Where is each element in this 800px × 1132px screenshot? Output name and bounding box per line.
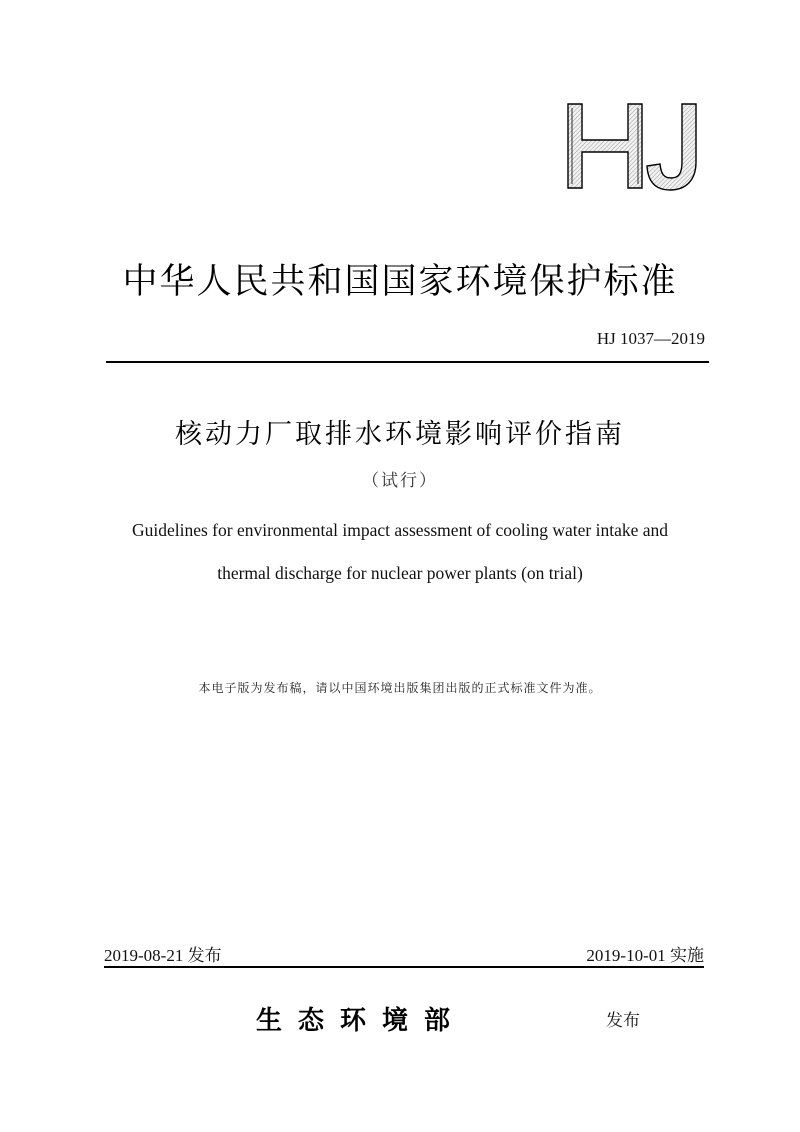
top-divider xyxy=(106,361,709,363)
english-title-line-1: Guidelines for environmental impact assessment of cooling water intake and xyxy=(131,520,669,540)
publish-label: 发布 xyxy=(606,1011,640,1031)
trial-note: （试行） xyxy=(362,471,438,491)
bottom-divider xyxy=(104,966,704,968)
standard-title: 中华人民共和国国家环境保护标准 xyxy=(122,262,678,302)
english-title-line-2: thermal discharge for nuclear power plants (on trial) xyxy=(217,563,583,583)
implementation-date: 2019-10-01 实施 xyxy=(586,946,704,965)
issuing-ministry: 生态环境部 xyxy=(256,1006,467,1036)
document-title: 核动力厂取排水环境影响评价指南 xyxy=(175,419,625,450)
hj-logo-icon xyxy=(564,100,714,192)
issue-date: 2019-08-21 发布 xyxy=(104,946,222,965)
electronic-version-notice: 本电子版为发布稿，请以中国环境出版集团出版的正式标准文件为准。 xyxy=(198,681,602,695)
standard-code: HJ 1037—2019 xyxy=(596,329,705,348)
